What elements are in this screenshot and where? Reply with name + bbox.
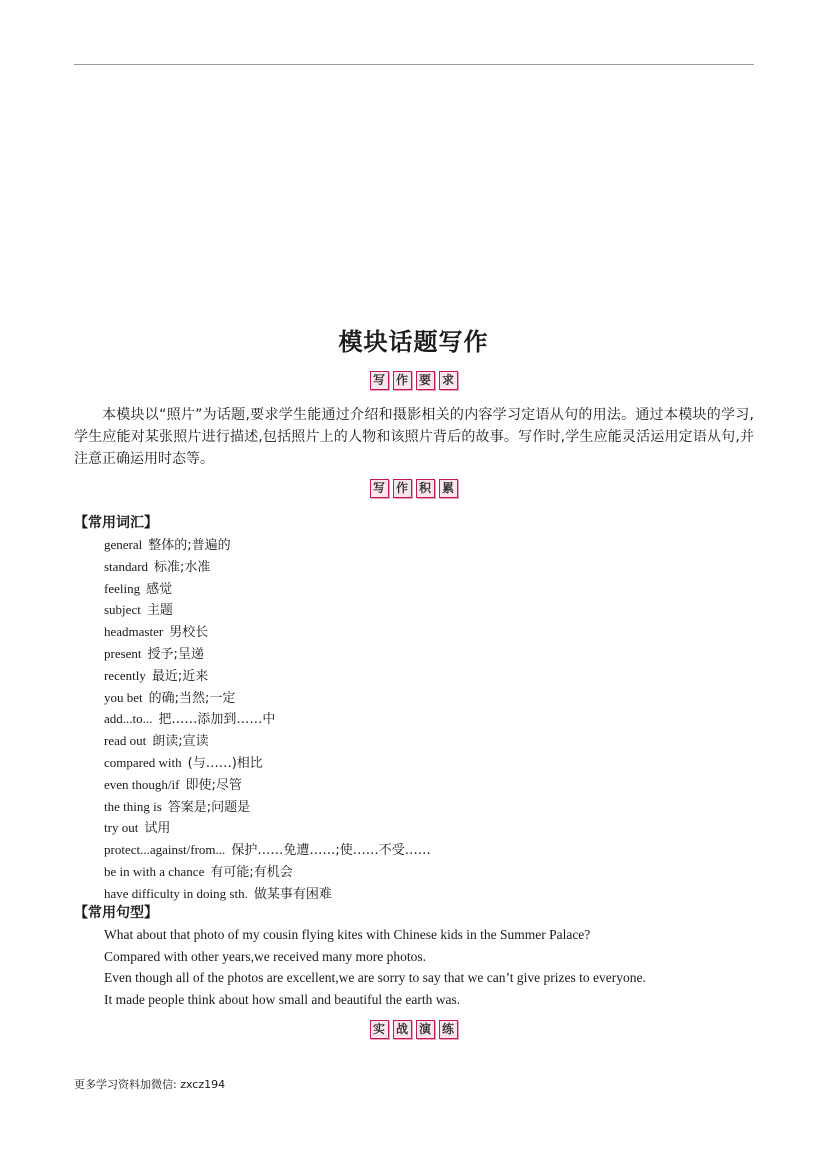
vocab-en: subject <box>104 602 141 618</box>
vocab-zh: 朗读;宣读 <box>152 734 209 750</box>
vocab-item <box>104 730 431 752</box>
badge-group-requirements <box>0 371 827 390</box>
vocab-zh: (与……)相比 <box>187 755 263 771</box>
vocab-en: recently <box>104 667 146 683</box>
sentence-list <box>104 924 646 1010</box>
vocab-item <box>104 708 431 730</box>
vocab-en: have difficulty in doing sth. <box>104 885 248 901</box>
vocab-en: compared with <box>104 754 182 770</box>
vocab-zh: 最近;近来 <box>151 668 209 684</box>
vocab-en: general <box>104 537 143 552</box>
badge-char: 战 <box>393 1020 412 1039</box>
badge-char: 作 <box>393 479 412 498</box>
vocab-zh: 主题 <box>146 603 173 619</box>
badge-char: 要 <box>416 371 435 390</box>
sentence-item: Even though all of the photos are excellent,we are sorry to say that we can’t give prizes to everyone. <box>104 970 646 986</box>
page-title: 模块话题写作 <box>338 327 489 356</box>
vocab-item <box>104 687 431 709</box>
vocab-en: try out <box>104 820 139 836</box>
vocab-item <box>104 861 431 883</box>
vocab-item <box>104 599 431 621</box>
vocab-item <box>104 839 431 861</box>
vocab-zh: 做某事有困难 <box>253 886 332 902</box>
vocab-en: you bet <box>104 689 143 705</box>
vocab-zh: 答案是;问题是 <box>167 799 251 815</box>
vocab-item <box>104 534 431 556</box>
badge-char: 求 <box>439 371 458 390</box>
badge-group-practice <box>0 1020 827 1039</box>
vocab-zh: 保护……免遭……;使……不受…… <box>231 843 431 859</box>
vocab-zh: 试用 <box>144 821 171 837</box>
vocab-en: headmaster <box>104 624 164 640</box>
footer-note: 更多学习资料加微信: zxcz194 <box>74 1078 226 1091</box>
badge-char: 累 <box>439 479 458 498</box>
vocab-item <box>104 774 431 796</box>
vocab-en: standard <box>104 558 149 574</box>
vocab-list <box>104 534 431 905</box>
badge-char: 写 <box>370 371 389 390</box>
sentence-item: It made people think about how small and beautiful the earth was. <box>104 991 461 1007</box>
vocab-item <box>104 643 431 665</box>
vocab-en: add...to... <box>104 711 153 727</box>
vocab-item <box>104 556 431 578</box>
badge-char: 积 <box>416 479 435 498</box>
vocab-en: protect...against/from... <box>104 842 226 858</box>
vocab-item <box>104 665 431 687</box>
vocab-en: feeling <box>104 580 141 596</box>
vocab-en: present <box>104 645 142 661</box>
sentence-item: What about that photo of my cousin flying kites with Chinese kids in the Summer Palace? <box>104 927 591 942</box>
badge-group-accumulation <box>0 479 827 498</box>
vocab-heading: 【常用词汇】 <box>74 515 158 531</box>
vocab-en: even though/if <box>104 776 180 792</box>
badge-char: 作 <box>393 371 412 390</box>
vocab-item <box>104 796 431 818</box>
vocab-zh: 标准;水准 <box>154 559 211 575</box>
badge-char: 演 <box>416 1020 435 1039</box>
vocab-zh: 的确;当然;一定 <box>148 690 236 706</box>
vocab-item <box>104 621 431 643</box>
sentences-heading: 【常用句型】 <box>74 905 158 921</box>
badge-char: 练 <box>439 1020 458 1039</box>
vocab-zh: 授予;呈递 <box>147 646 204 662</box>
vocab-en: read out <box>104 733 147 749</box>
vocab-en: the thing is <box>104 798 162 814</box>
vocab-zh: 感觉 <box>146 581 173 597</box>
header-rule <box>74 64 754 65</box>
vocab-zh: 整体的;普遍的 <box>148 538 231 553</box>
intro-paragraph: 本模块以“照片”为话题,要求学生能通过介绍和摄影相关的内容学习定语从句的用法。通过本模块的学习,学生应能对某张照片进行描述,包括照片上的人物和该照片背后的故事。写作时,学生应能灵活运用定语从句,并注意正确运用时态等。 <box>74 407 754 467</box>
vocab-zh: 把……添加到……中 <box>158 712 276 728</box>
vocab-item <box>104 817 431 839</box>
vocab-zh: 男校长 <box>169 625 209 641</box>
sentence-item: Compared with other years,we received many more photos. <box>104 948 427 964</box>
vocab-item <box>104 578 431 600</box>
badge-char: 写 <box>370 479 389 498</box>
vocab-en: be in with a chance <box>104 863 205 879</box>
vocab-item <box>104 752 431 774</box>
vocab-zh: 即使;尽管 <box>185 777 242 793</box>
vocab-zh: 有可能;有机会 <box>210 864 293 880</box>
badge-char: 实 <box>370 1020 389 1039</box>
